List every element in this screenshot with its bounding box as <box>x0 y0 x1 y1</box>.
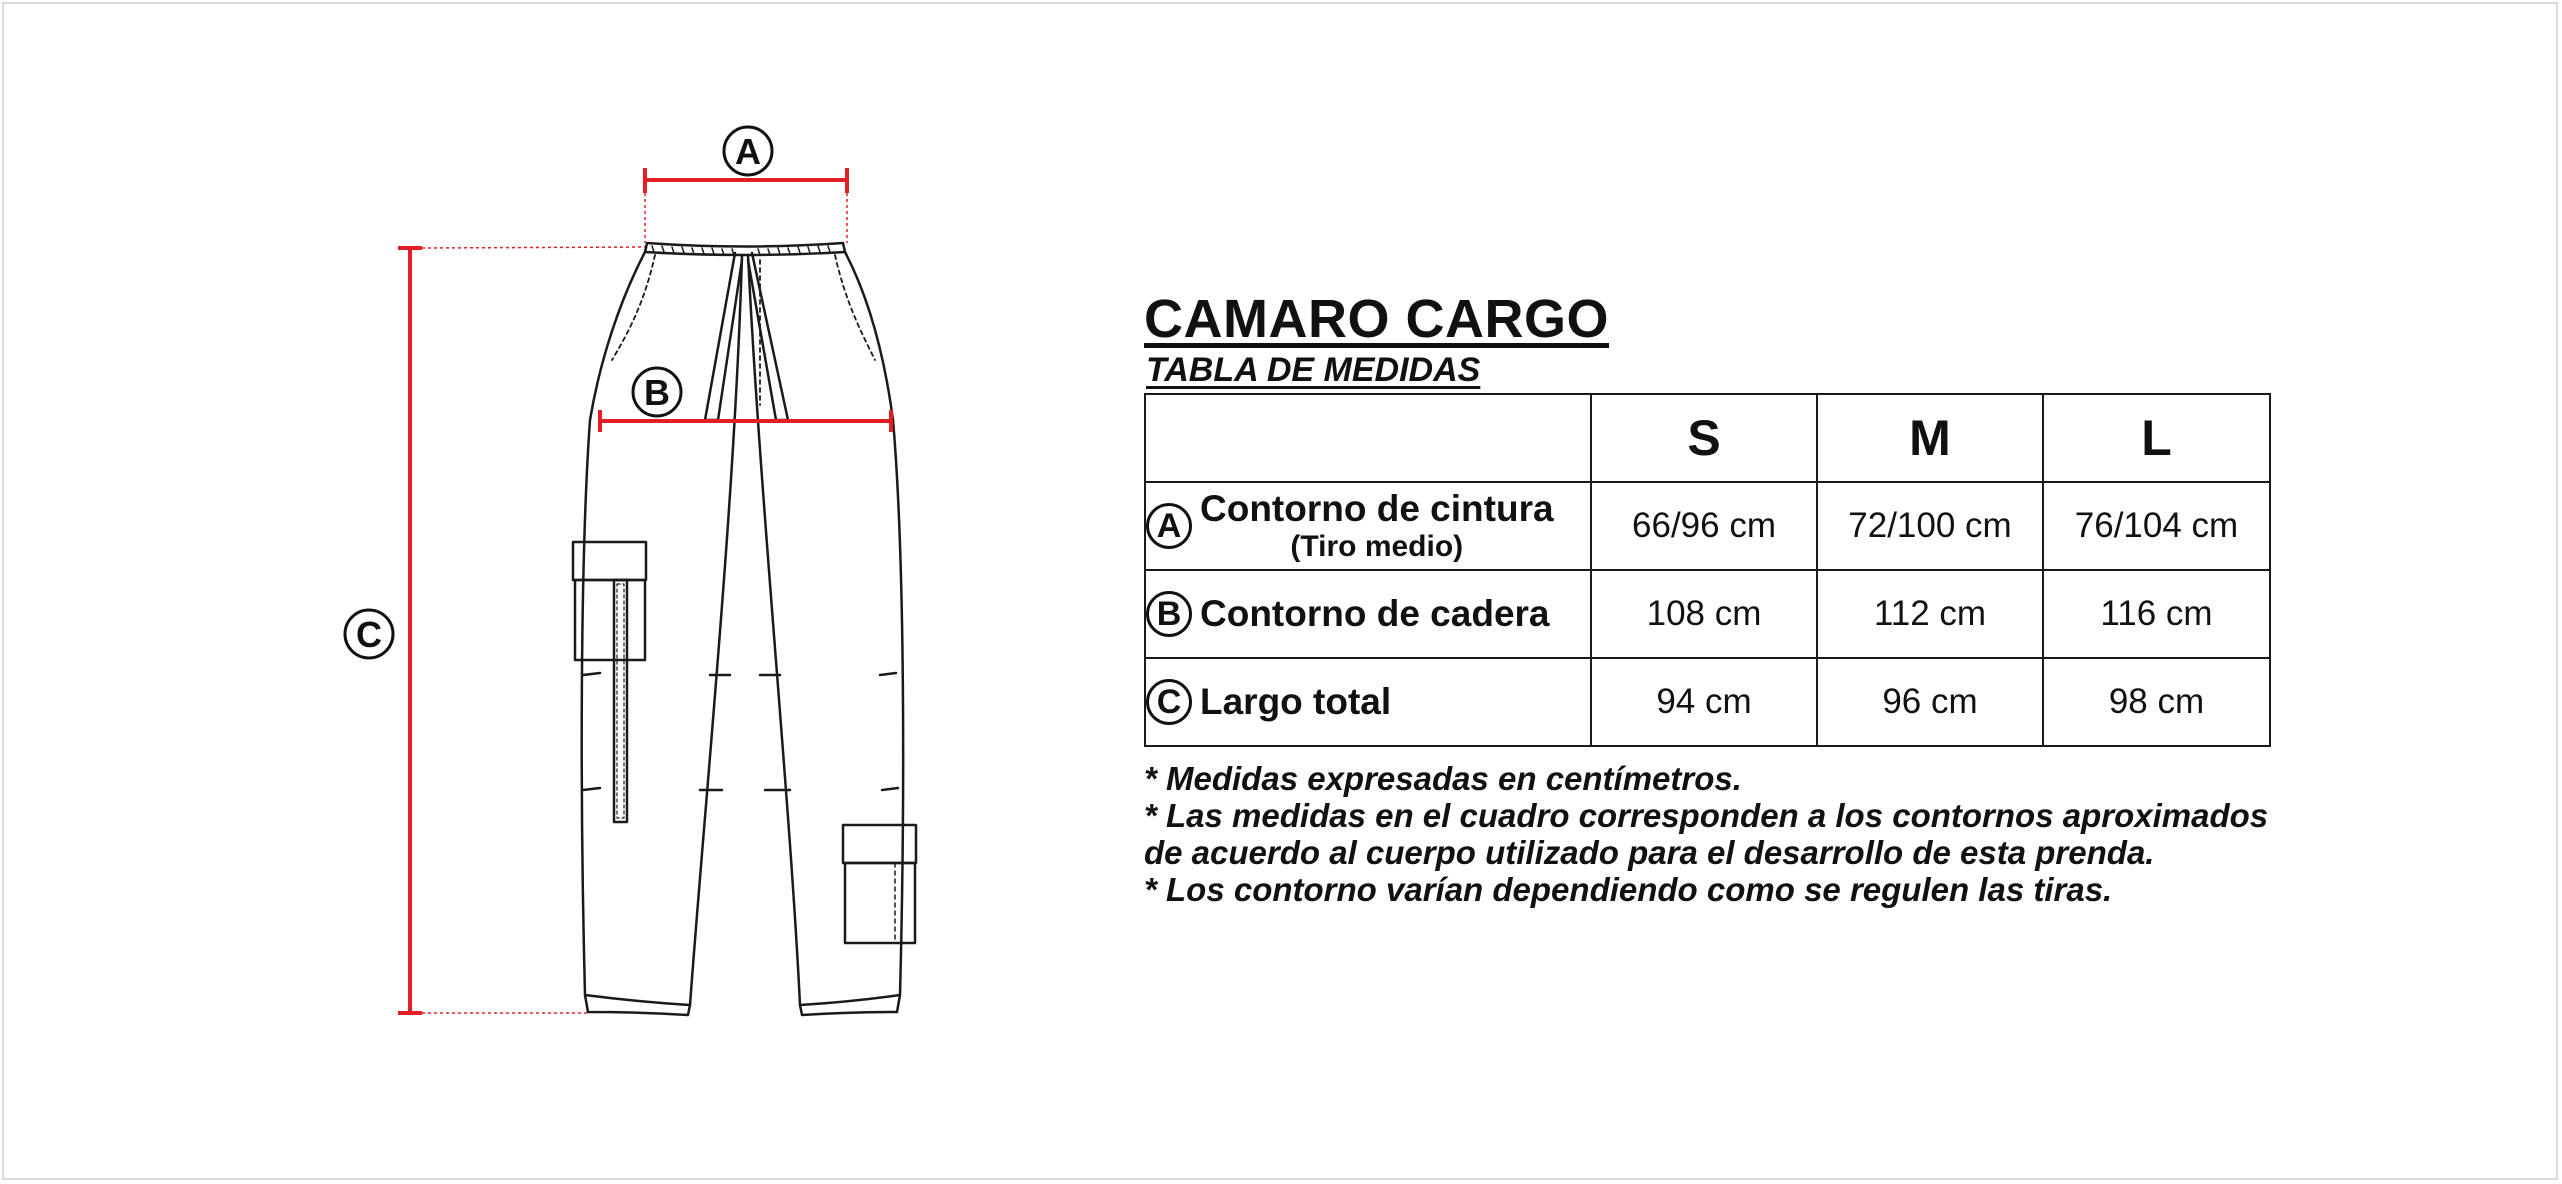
value-length-s: 94 cm <box>1591 658 1817 746</box>
value-length-m: 96 cm <box>1817 658 2043 746</box>
value-waist-m: 72/100 cm <box>1817 482 2043 570</box>
badge-c-text: C <box>356 614 382 655</box>
row-badge-c: C <box>1146 679 1192 725</box>
row-badge-b: B <box>1146 591 1192 637</box>
header-size-s: S <box>1591 394 1817 482</box>
note-line: de acuerdo al cuerpo utilizado para el desarrollo de esta prenda. <box>1144 834 2155 871</box>
row-badge-a: A <box>1146 503 1192 549</box>
measure-sublabel-waist: (Tiro medio) <box>1290 529 1464 563</box>
note-line: * Medidas expresadas en centímetros. <box>1144 760 1742 797</box>
header-empty-cell <box>1145 394 1591 482</box>
badge-b <box>633 368 681 416</box>
header-size-l: L <box>2043 394 2270 482</box>
table-subtitle: TABLA DE MEDIDAS <box>1146 351 1481 389</box>
value-waist-l: 76/104 cm <box>2043 482 2270 570</box>
measure-cell-hip <box>1145 570 1591 658</box>
table-row <box>1145 570 2270 658</box>
measure-label-hip: Contorno de cadera <box>1200 592 1550 634</box>
measure-label-waist: Contorno de cintura <box>1200 487 1554 529</box>
table-header-row <box>1145 394 2270 482</box>
header-size-m: M <box>1817 394 2043 482</box>
value-waist-s: 66/96 cm <box>1591 482 1817 570</box>
title-block <box>1144 289 2294 389</box>
notes-block <box>1144 760 2344 908</box>
value-length-l: 98 cm <box>2043 658 2270 746</box>
badge-c <box>345 610 393 658</box>
value-hip-l: 116 cm <box>2043 570 2270 658</box>
value-hip-m: 112 cm <box>1817 570 2043 658</box>
measure-label-length: Largo total <box>1200 680 1392 722</box>
note-line: * Los contorno varían dependiendo como se regulen las tiras. <box>1144 871 2113 908</box>
badge-a <box>724 127 772 175</box>
badge-b-text: B <box>644 372 670 413</box>
value-hip-s: 108 cm <box>1591 570 1817 658</box>
badge-a-text: A <box>735 131 761 172</box>
size-table <box>1144 393 2271 747</box>
note-line: * Las medidas en el cuadro corresponden a los contornos aproximados <box>1144 797 2269 834</box>
cargo-pants-line-drawing-icon <box>573 243 916 1015</box>
table-row <box>1145 482 2270 570</box>
measure-cell-waist <box>1145 482 1591 570</box>
product-title: CAMARO CARGO <box>1144 289 1609 349</box>
table-row <box>1145 658 2270 746</box>
measure-cell-length <box>1145 658 1591 746</box>
pants-diagram <box>320 110 960 1030</box>
